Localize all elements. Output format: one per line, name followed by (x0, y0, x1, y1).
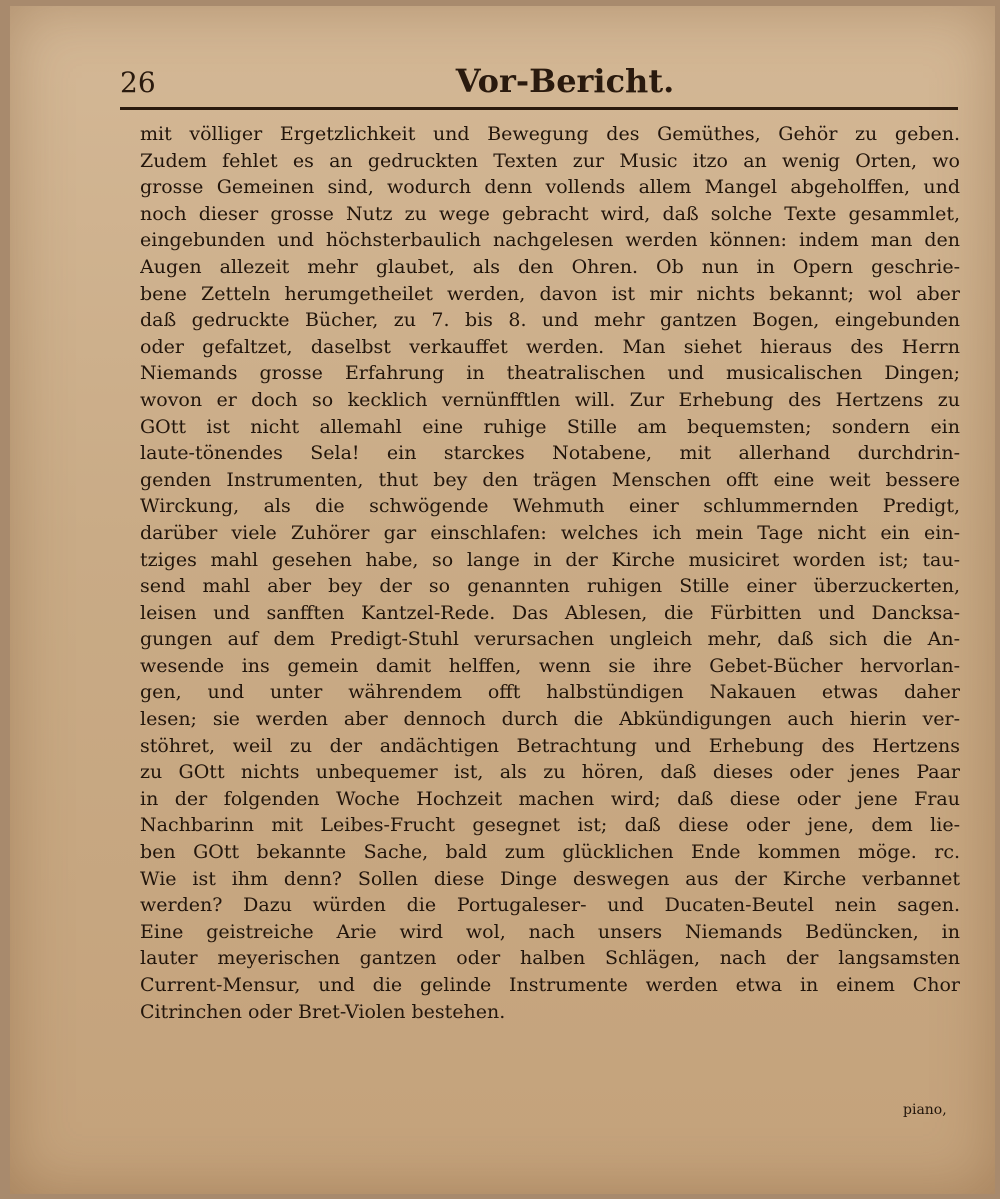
text-line: leisen und sanfften Kantzel-Rede. Das Ablesen, die Fürbitten und Dancksa- (140, 601, 960, 624)
text-line: noch dieser grosse Nutz zu wege gebracht wird, daß solche Texte gesammlet, (140, 202, 960, 225)
text-line: daß gedruckte Bücher, zu 7. bis 8. und mehr gantzen Bogen, eingebunden (140, 309, 960, 332)
text-line: stöhret, weil zu der andächtigen Betrachtung und Erhebung des Hertzens (140, 734, 960, 757)
header-rule (120, 107, 958, 110)
text-line: Eine geistreiche Arie wird wol, nach unsers Niemands Bedüncken, in (140, 920, 960, 943)
text-line: in der folgenden Woche Hochzeit machen wird; daß diese oder jene Frau (140, 787, 960, 810)
text-line: genden Instrumenten, thut bey den trägen Menschen offt eine weit bessere (140, 468, 960, 491)
text-line: lauter meyerischen gantzen oder halben Schlägen, nach der langsamsten (140, 947, 960, 970)
text-line: darüber viele Zuhörer gar einschlafen: welches ich mein Tage nicht ein ein- (140, 521, 960, 544)
text-line: send mahl aber bey der so genannten ruhigen Stille einer überzuckerten, (140, 575, 960, 598)
text-line: gungen auf dem Predigt-Stuhl verursachen ungleich mehr, daß sich die An- (140, 628, 960, 651)
text-line: werden? Dazu würden die Portugaleser- und Ducaten-Beutel nein sagen. (140, 894, 960, 917)
text-line: gen, und unter währendem offt halbstündigen Nakauen etwas daher (140, 681, 960, 704)
text-line: lesen; sie werden aber dennoch durch die Abkündigungen auch hierin ver- (140, 708, 960, 731)
text-line: mit völliger Ergetzlichkeit und Bewegung des Gemüthes, Gehör zu geben. (140, 123, 960, 145)
text-line: Wirckung, als die schwögende Wehmuth einer schlummernden Predigt, (140, 495, 960, 518)
text-line: ben GOtt bekannte Sache, bald zum glücklichen Ende kommen möge. rc. (140, 841, 960, 864)
text-line: grosse Gemeinen sind, wodurch denn vollends allem Mangel abgeholffen, und (140, 176, 960, 199)
text-line: Current-Mensur, und die gelinde Instrumente werden etwa in einem Chor (140, 974, 960, 996)
text-line: oder gefaltzet, daselbst verkauffet werden. Man siehet hieraus des Herrn (140, 335, 960, 358)
text-line: Zudem fehlet es an gedruckten Texten zur Music itzo an wenig Orten, wo (140, 149, 960, 172)
text-line: tziges mahl gesehen habe, so lange in der Kirche musiciret worden ist; tau- (140, 548, 960, 571)
catchword: piano, (903, 1102, 947, 1118)
text-line: laute-tönendes Sela! ein starckes Notabene, mit allerhand durchdrin- (140, 442, 960, 465)
text-line: bene Zetteln herumgetheilet werden, davon ist mir nichts bekannt; wol aber (140, 282, 960, 305)
text-line: zu GOtt nichts unbequemer ist, als zu hören, daß dieses oder jenes Paar (140, 761, 960, 784)
text-line: wovon er doch so kecklich vernünfftlen will. Zur Erhebung des Hertzens zu (140, 388, 960, 411)
text-line: Niemands grosse Erfahrung in theatralischen und musicalischen Dingen; (140, 362, 960, 385)
text-line: eingebunden und höchsterbaulich nachgelesen werden können: indem man den (140, 229, 960, 252)
running-head: Vor-Bericht. (455, 62, 675, 100)
text-line: Augen allezeit mehr glaubet, als den Ohren. Ob nun in Opern geschrie- (140, 255, 960, 278)
text-line: Nachbarinn mit Leibes-Frucht gesegnet ist; daß diese oder jene, dem lie- (140, 814, 960, 837)
page-number: 26 (120, 66, 156, 99)
text-line: GOtt ist nicht allemahl eine ruhige Stille am bequemsten; sondern ein (140, 415, 960, 438)
text-line: wesende ins gemein damit helffen, wenn sie ihre Gebet-Bücher hervorlan- (140, 654, 960, 677)
book-page (10, 6, 995, 1194)
body-text (140, 121, 960, 1025)
text-line: Citrinchen oder Bret-Violen bestehen. (140, 1000, 506, 1023)
text-line: Wie ist ihm denn? Sollen diese Dinge deswegen aus der Kirche verbannet (140, 867, 960, 890)
